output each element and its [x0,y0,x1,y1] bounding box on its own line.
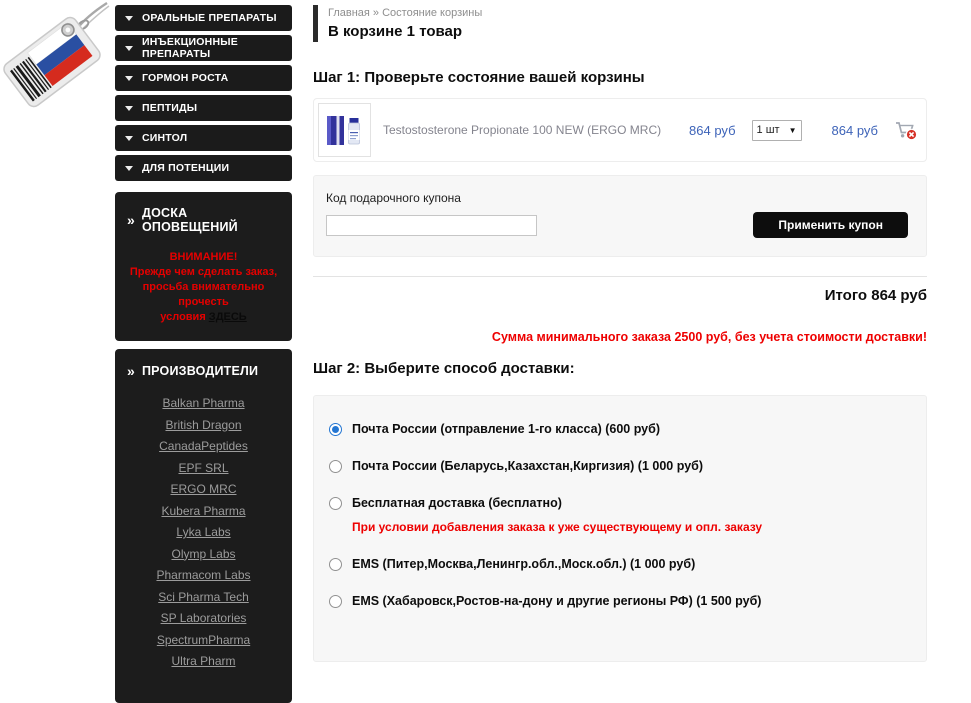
producers-title: ПРОИЗВОДИТЕЛИ [142,364,259,378]
double-arrow-icon: » [127,212,135,228]
category-label: ГОРМОН РОСТА [142,72,229,84]
breadcrumb[interactable]: Главная » Состояние корзины [328,7,483,19]
page-title: В корзине 1 товар [328,23,463,40]
category-label: ДЛЯ ПОТЕНЦИИ [142,162,230,174]
producers-header [123,363,284,379]
producers-box [115,349,292,703]
coupon-input[interactable] [326,215,537,236]
producer-links [123,393,284,673]
warning-line: Прежде чем сделать заказ, [129,266,278,278]
warning-line: условия ЗДЕСЬ [160,311,247,323]
producer-link[interactable]: Sci Pharma Tech [158,589,249,604]
product-image [322,107,368,153]
product-unit-price: 864 руб [689,122,736,138]
breadcrumb-block [313,5,927,42]
category-label: ОРАЛЬНЫЕ ПРЕПАРАТЫ [142,12,277,24]
triangle-down-icon [125,76,133,81]
notice-warning-text [123,250,284,325]
notice-board [115,192,292,341]
delivery-option-label: Почта России (Беларусь,Казахстан,Киргизия) (1 000 руб) [352,459,704,473]
delivery-option-label: EMS (Хабаровск,Ростов-на-дону и другие регионы РФ) (1 500 руб) [352,594,762,608]
sidebar [115,5,292,703]
notice-board-title: ДОСКА ОПОВЕЩЕНИЙ [142,206,238,234]
sidebar-category-item[interactable] [115,65,292,91]
producer-link[interactable]: Lyka Labs [176,525,231,539]
delivery-option[interactable] [329,557,911,571]
delivery-option[interactable] [329,594,911,608]
producer-link[interactable]: SP Laboratories [160,611,247,625]
triangle-down-icon [125,166,133,171]
sidebar-category-item[interactable] [115,155,292,181]
apply-coupon-button[interactable]: Применить купон [753,212,908,238]
producer-link[interactable]: EPF SRL [178,460,229,475]
delivery-options-panel [313,395,927,662]
category-menu [115,5,292,181]
producer-link[interactable]: Olymp Labs [171,546,236,561]
radio-button[interactable] [329,423,342,436]
producer-link[interactable]: Ultra Pharm [171,654,236,668]
delivery-option[interactable] [329,459,911,473]
triangle-down-icon [125,106,133,111]
product-thumbnail[interactable] [318,103,371,157]
minimum-order-warning: Сумма минимального заказа 2500 руб, без учета стоимости доставки! [491,330,927,344]
double-arrow-icon: » [127,363,135,379]
coupon-panel [313,175,927,257]
delivery-option[interactable] [329,496,911,510]
product-name-link[interactable]: Testostosterone Propionate 100 NEW (ERGO MRC) [383,123,662,137]
quantity-value: 1 шт [756,124,780,136]
price-tag-barcode-icon [4,0,114,108]
producer-link[interactable]: Balkan Pharma [162,396,245,410]
producer-link[interactable]: SpectrumPharma [156,632,251,647]
coupon-label: Код подарочного купона [326,191,461,205]
delivery-option-note: При условии добавления заказа к уже существующему и опл. заказу [352,520,763,534]
warning-line: просьба внимательно прочесть [142,281,265,308]
producer-link[interactable]: British Dragon [165,417,242,432]
sidebar-category-item[interactable] [115,5,292,31]
delivery-option-label: EMS (Питер,Москва,Ленингр.обл.,Моск.обл.) (1 000 руб) [352,557,696,571]
quantity-select[interactable] [752,120,802,141]
main-content [313,5,927,662]
producer-link[interactable]: Pharmacom Labs [156,568,251,582]
triangle-down-icon [125,16,133,21]
here-link[interactable]: ЗДЕСЬ [208,311,247,323]
remove-from-cart-button[interactable] [894,120,918,141]
notice-board-header [123,206,284,234]
producer-link[interactable]: Kubera Pharma [161,503,246,518]
step2-title: Шаг 2: Выберите способ доставки: [313,360,575,377]
remove-cart-icon [894,120,918,141]
radio-button[interactable] [329,497,342,510]
divider [313,276,927,277]
cart-product-row [313,98,927,162]
radio-button[interactable] [329,460,342,473]
triangle-down-icon [125,46,133,51]
radio-button[interactable] [329,558,342,571]
cart-total: Итого 864 руб [824,287,927,304]
category-label: СИНТОЛ [142,132,188,144]
triangle-down-icon [125,136,133,141]
delivery-option[interactable] [329,422,911,436]
store-logo[interactable] [4,0,114,108]
delivery-option-label: Почта России (отправление 1-го класса) (600 руб) [352,422,661,436]
sidebar-category-item[interactable] [115,35,292,61]
producer-link[interactable]: ERGO MRC [170,482,237,496]
category-label: ИНЪЕКЦИОННЫЕ ПРЕПАРАТЫ [142,36,238,60]
warning-line: ВНИМАНИЕ! [169,251,238,263]
product-total-price: 864 руб [831,122,878,138]
sidebar-category-item[interactable] [115,125,292,151]
category-label: ПЕПТИДЫ [142,102,198,114]
step1-title: Шаг 1: Проверьте состояние вашей корзины [313,69,645,86]
delivery-option-label: Бесплатная доставка (бесплатно) [352,496,562,510]
chevron-down-icon: ▼ [788,125,797,135]
producer-link[interactable]: CanadaPeptides [159,439,248,453]
sidebar-category-item[interactable] [115,95,292,121]
radio-button[interactable] [329,595,342,608]
